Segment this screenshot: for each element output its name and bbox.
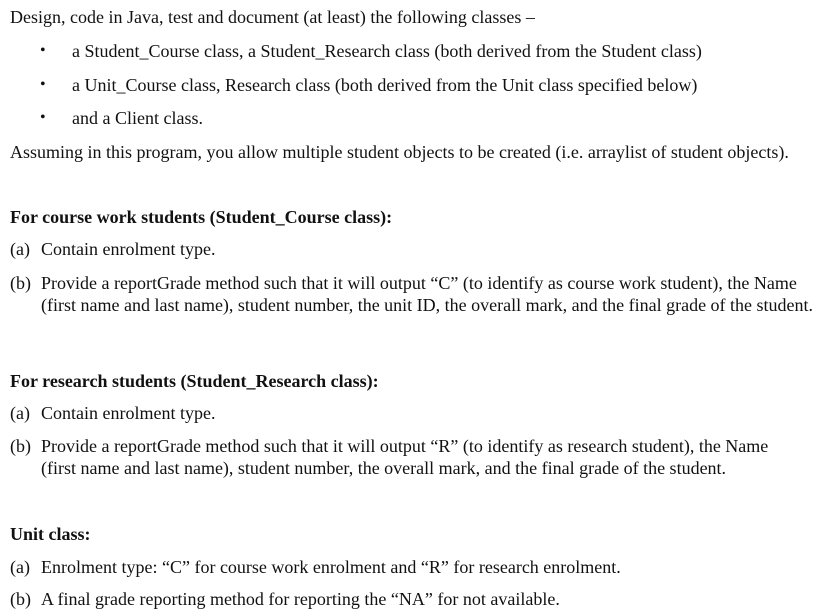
unit-item-a-text: Enrolment type: “C” for course work enrolment and “R” for research enrolment. — [41, 557, 621, 577]
research-item-a-label: (a) — [10, 403, 30, 423]
unit-item-a-label: (a) — [10, 557, 30, 577]
unit-item-b-label: (b) — [10, 589, 31, 609]
unit-item-b-text: A final grade reporting method for reporting the “NA” for not available. — [41, 589, 560, 609]
assumption-paragraph: Assuming in this program, you allow multiple student objects to be created (i.e. arraylist of student objects). — [10, 142, 789, 162]
bullet-item: a Student_Course class, a Student_Research class (both derived from the Student class) — [72, 41, 702, 61]
intro-text: Design, code in Java, test and document (at least) the following classes – — [10, 7, 535, 27]
bullet-item: and a Client class. — [72, 108, 203, 128]
course-item-b-text: Provide a reportGrade method such that it will output “C” (to identify as course work student), the Name (first name and last name), student number, the unit ID, the overall mark, and the final grade of the student. — [41, 273, 814, 315]
course-section-heading: For course work students (Student_Course class): — [10, 207, 393, 227]
bullet-icon: • — [40, 42, 46, 59]
course-item-b-label: (b) — [10, 273, 31, 293]
course-item-a-label: (a) — [10, 239, 30, 259]
research-item-b-text: Provide a reportGrade method such that it will output “R” (to identify as research student), the Name (first name and last name), student number, the overall mark, and the final grade of the student. — [41, 436, 769, 478]
bullet-item: a Unit_Course class, Research class (both derived from the Unit class specified below) — [72, 75, 698, 95]
research-item-b-label: (b) — [10, 436, 31, 456]
research-section-heading: For research students (Student_Research class): — [10, 371, 379, 391]
bullet-icon: • — [40, 76, 46, 93]
bullet-icon: • — [40, 109, 46, 126]
research-item-a-text: Contain enrolment type. — [41, 403, 216, 423]
unit-section-heading: Unit class: — [10, 524, 91, 544]
course-item-a-text: Contain enrolment type. — [41, 239, 216, 259]
